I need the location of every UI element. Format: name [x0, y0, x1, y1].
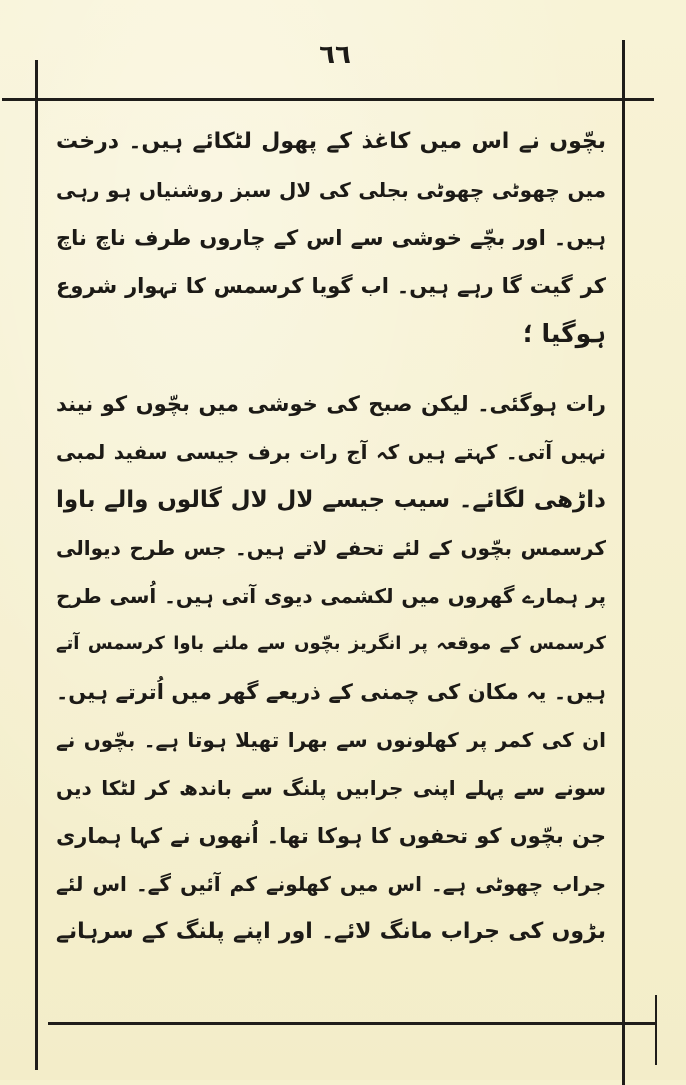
text-line: کر گیت گا رہے ہیں۔ اب گویا کرسمس کا تہوار شروع: [56, 274, 606, 298]
text-line: داڑھی لگائے۔ سیب جیسے لال لال گالوں والے باوا: [56, 487, 606, 513]
page-number: ٦٦: [319, 40, 351, 70]
text-line: ہیں۔ اور بچّے خوشی سے اس کے چاروں طرف ناچ ناچ: [56, 226, 606, 250]
margin-stroke: [655, 995, 657, 1065]
paragraph-2: [56, 380, 606, 956]
right-rule: [622, 40, 625, 1085]
text-line: میں چھوٹی چھوٹی بجلی کی لال سبز روشنیاں ہو رہی: [56, 178, 606, 202]
text-line: جن بچّوں کو تحفوں کا ہوکا تھا۔ اُنھوں نے کہا ہماری: [56, 824, 606, 848]
text-line: ہوگیا ؛: [522, 319, 606, 348]
text-line: پر ہمارے گھروں میں لکشمی دیوی آتی ہیں۔ اُسی طرح: [56, 584, 606, 608]
page-body: [56, 118, 606, 956]
text-line: رات ہوگئی۔ لیکن صبح کی خوشی میں بچّوں کو نیند: [56, 392, 606, 416]
left-rule: [35, 60, 38, 1070]
text-line: ہیں۔ یہ مکان کی چمنی کے ذریعے گھر میں اُترتے ہیں۔: [56, 680, 606, 704]
text-line: کرسمس بچّوں کے لئے تحفے لاتے ہیں۔ جس طرح دیوالی: [56, 536, 606, 560]
text-line: کرسمس کے موقعہ پر انگریز بچّوں سے ملنے باوا کرسمس آتے: [56, 633, 606, 654]
text-line: سونے سے پہلے اپنی جرابیں پلنگ سے باندھ کر لٹکا دیں: [56, 776, 606, 800]
text-line: ان کی کمر پر کھلونوں سے بھرا تھیلا ہوتا ہے۔ بچّوں نے: [56, 728, 606, 752]
paragraph-1: [56, 118, 606, 358]
text-line: بڑوں کی جراب مانگ لائے۔ اور اپنے پلنگ کے سرہانے: [56, 919, 606, 944]
top-rule: [2, 98, 654, 101]
text-line: نہیں آتی۔ کہتے ہیں کہ آج رات برف جیسی سفید لمبی: [56, 440, 606, 464]
bottom-rule: [48, 1022, 656, 1025]
text-line: بچّوں نے اس میں کاغذ کے پھول لٹکائے ہیں۔ درخت: [56, 129, 606, 154]
text-line: جراب چھوٹی ہے۔ اس میں کھلونے کم آئیں گے۔ اس لئے: [56, 872, 606, 896]
